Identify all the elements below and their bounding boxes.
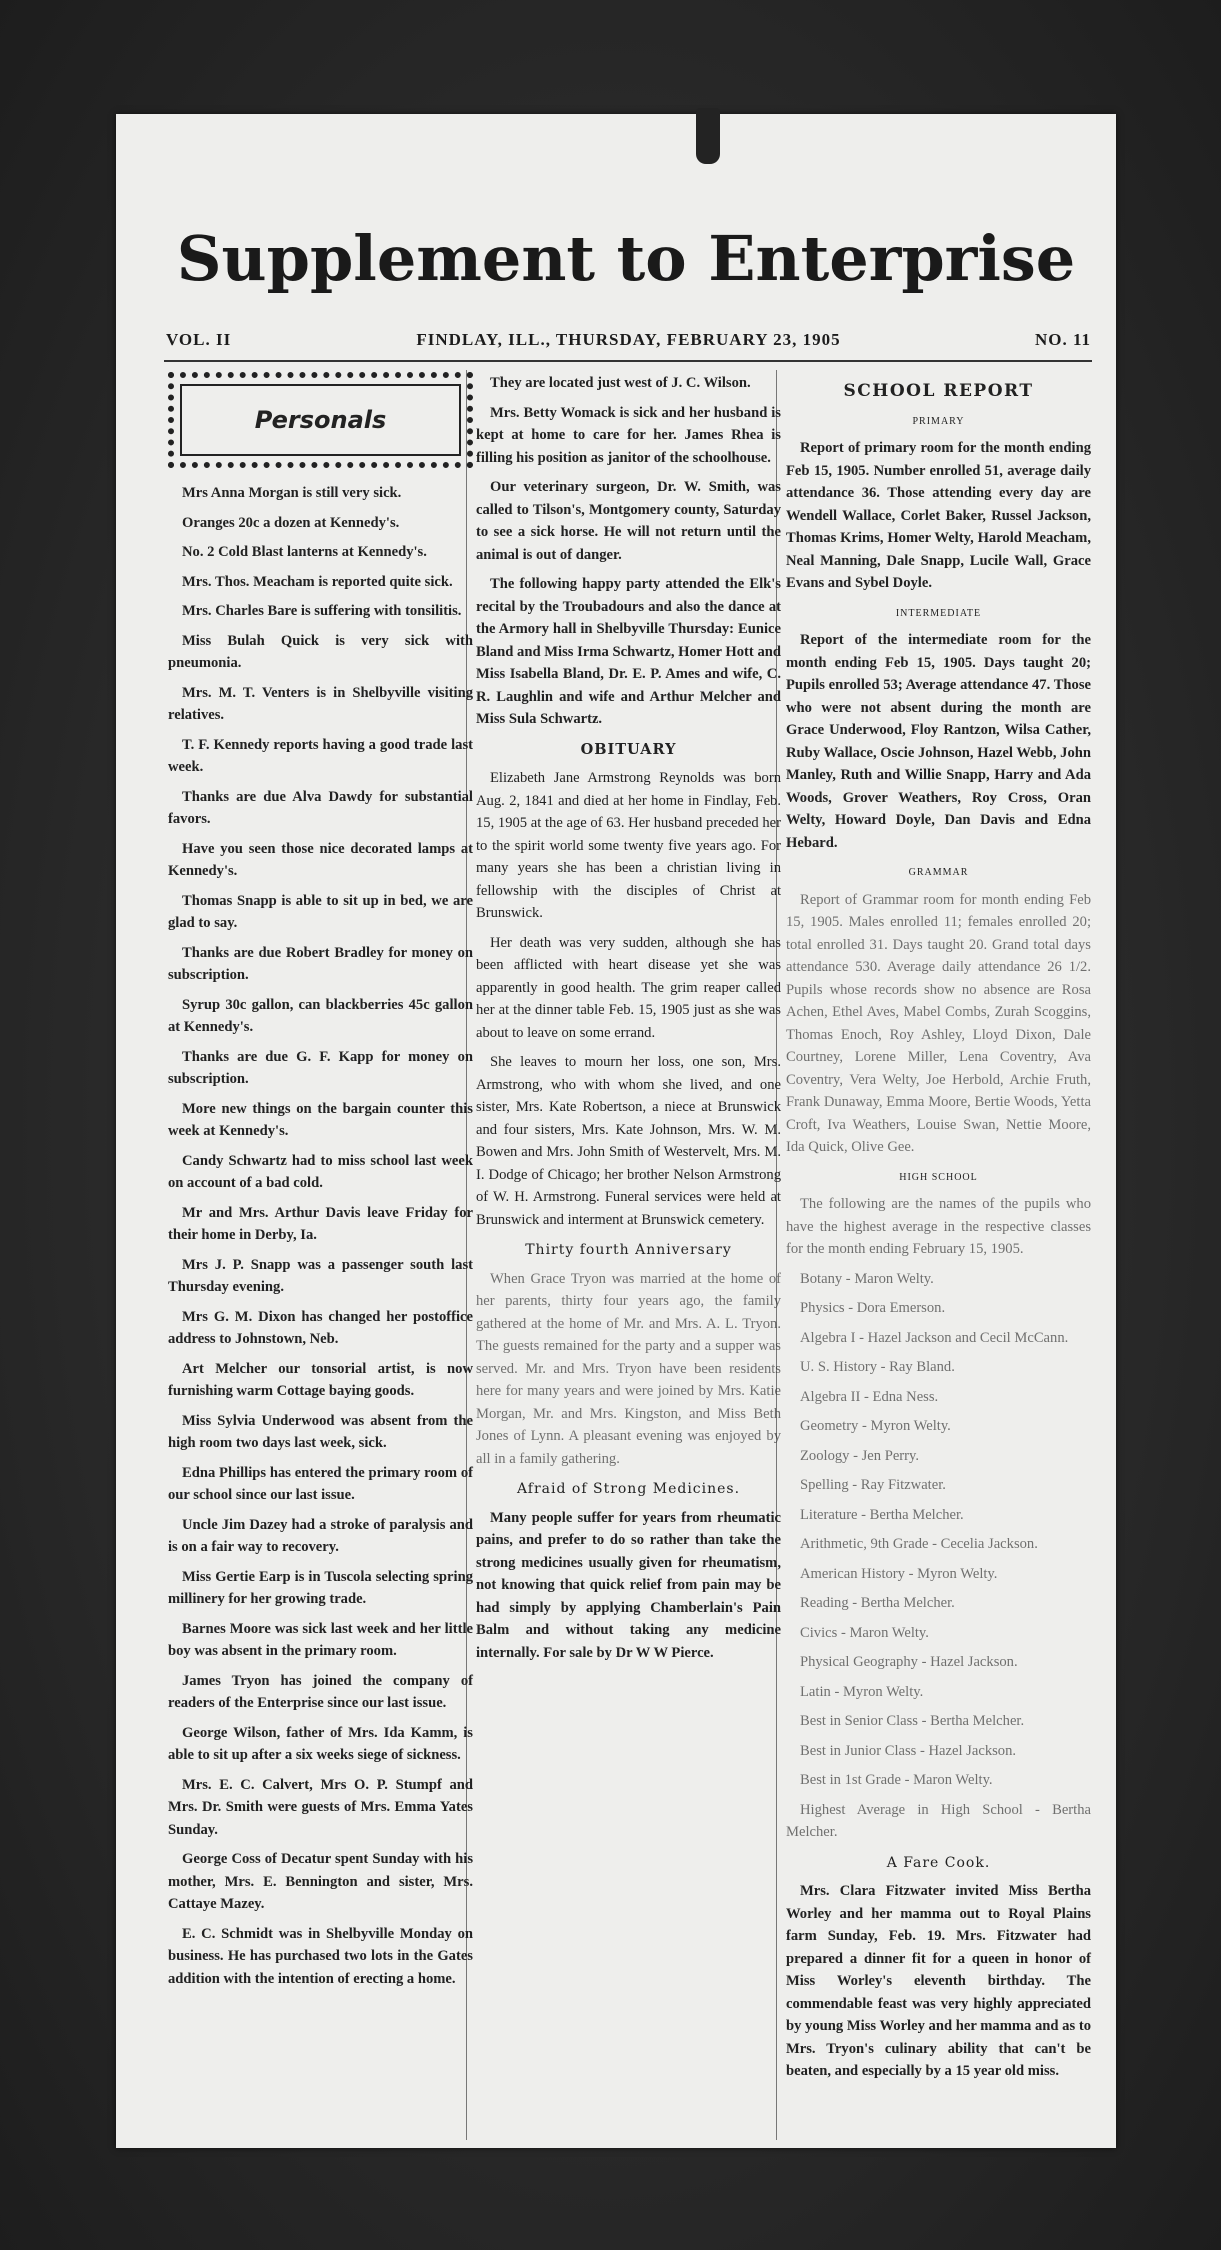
personal-item: Barnes Moore was sick last week and her little boy was absent in the primary room. — [168, 1620, 473, 1659]
personal-item: Miss Bulah Quick is very sick with pneumonia. — [168, 632, 473, 671]
honor-entry: Physical Geography - Hazel Jackson. — [800, 1654, 1018, 1670]
personal-item: Uncle Jim Dazey had a stroke of paralysis and is on a fair way to recovery. — [168, 1516, 473, 1555]
honor-entry: Algebra I - Hazel Jackson and Cecil McCann. — [800, 1329, 1069, 1346]
news-paragraph: The following happy party attended the Elk's recital by the Troubadours and also the dance at the Armory hall in Shelbyville Thursday: Eunice Bland and Miss Irma Schwartz, Homer Hott and Miss Isabella Bland, Dr. E. P. Ames and wife, C. R. Laughlin and wife and Arthur Melcher and Miss Sula Schwartz. — [476, 576, 781, 727]
column-school-report — [786, 372, 1091, 2090]
column-middle — [476, 372, 781, 1671]
honor-entry: Latin - Myron Welty. — [800, 1683, 924, 1700]
honor-entry: Best in 1st Grade - Maron Welty. — [800, 1772, 993, 1788]
honor-entry: Zoology - Jen Perry. — [800, 1447, 920, 1464]
dateline — [166, 330, 1091, 356]
honor-entry: Best in Senior Class - Bertha Melcher. — [800, 1713, 1025, 1729]
personal-item: Oranges 20c a dozen at Kennedy's. — [182, 514, 400, 531]
personal-item: Thanks are due Robert Bradley for money on subscription. — [168, 944, 473, 983]
high-school-list — [786, 1268, 1091, 1844]
honor-entry: U. S. History - Ray Bland. — [800, 1359, 955, 1375]
masthead: Supplement to Enterprise — [176, 222, 1076, 295]
honor-entry: Spelling - Ray Fitzwater. — [800, 1477, 946, 1493]
intermediate-report: Report of the intermediate room for the month ending Feb 15, 1905. Days taught 20; Pupils enrolled 53; Average attendance 47. Those who were not absent during the month are Grace Underwood, Floy Rantzon, Wilsa Cather, Ruby Wallace, Oscie Johnson, Hazel Webb, John Manley, Ruth and Willie Snapp, Harry and Ada Woods, Grover Weathers, Roy Cross, Oran Welty, Howard Doyle, Dan Davis and Edna Hebard. — [786, 632, 1091, 851]
news-paragraph: Our veterinary surgeon, Dr. W. Smith, was called to Tilson's, Montgomery county, Saturday to see a sick horse. He will not return until the animal is out of danger. — [476, 479, 781, 563]
ad-heading: Afraid of Strong Medicines. — [516, 1481, 741, 1497]
personal-item: Mrs. Charles Bare is suffering with tonsilitis. — [182, 603, 462, 619]
personal-item: Edna Phillips has entered the primary room of our school since our last issue. — [168, 1464, 473, 1503]
honor-entry: Civics - Maron Welty. — [800, 1624, 929, 1641]
intermediate-subheading: INTERMEDIATE — [895, 607, 982, 619]
personal-item: Syrup 30c gallon, can blackberries 45c gallon at Kennedy's. — [168, 996, 473, 1035]
honor-entry: Geometry - Myron Welty. — [800, 1418, 951, 1434]
fare-cook-heading: A Fare Cook. — [886, 1854, 991, 1871]
personals-header-box — [168, 372, 473, 468]
grammar-report: Report of Grammar room for month ending Feb 15, 1905. Males enrolled 11; females enrolled 20; total enrolled 31. Days taught 20. Grand total days attendance 530. Average daily attendance 26 1/2. Pupils whose records show no absence are Rosa Achen, Ethel Aves, Mabel Combs, Zurah Scoggins, Thomas Enoch, Roy Ashley, Lloyd Dixon, Dale Courtney, Lorene Miller, Lena Coventry, Ava Coventry, Vera Welty, Joe Herbold, Archie Fruth, Frank Dunaway, Emma Moore, Bertie Woods, Yetta Croft, Iva Weathers, Louise Swan, Nettie Moore, Ida Quick, Olive Gee. — [786, 891, 1091, 1155]
honor-entry: Arithmetic, 9th Grade - Cecelia Jackson. — [800, 1536, 1038, 1552]
honor-entry: American History - Myron Welty. — [800, 1565, 998, 1582]
header-rule — [164, 360, 1092, 362]
personal-item: Mrs. Thos. Meacham is reported quite sick. — [182, 573, 453, 590]
fare-cook-text: Mrs. Clara Fitzwater invited Miss Bertha Worley and her mamma out to Royal Plains farm Sunday, Feb. 19. Mrs. Fitzwater had prepared a dinner fit for a queen in honor of Miss Worley's eleventh birthday. The commendable feast was very highly appreciated by young Miss Worley and her mamma and as to Mrs. Tryon's culinary ability that can't be beaten, and especially by a 15 year old miss. — [786, 1883, 1091, 2079]
personal-item: E. C. Schmidt was in Shelbyville Monday on business. He has purchased two lots in the Gates addition with the intention of erecting a home. — [168, 1925, 473, 1987]
news-paragraph: They are located just west of J. C. Wilson. — [490, 375, 751, 391]
obituary-paragraph: She leaves to mourn her loss, one son, Mrs. Armstrong, who with whom she lived, and one sister, Mrs. Kate Robertson, a niece at Brunswick and four sisters, Mrs. Kate Johnson, Mrs. W. M. Bowen and Mrs. John Smith of Westervelt, Mrs. M. I. Dodge of Chicago; her brother Nelson Armstrong of W. H. Armstrong. Funeral services were held at Brunswick and interment at Brunswick cemetery. — [476, 1054, 781, 1228]
honor-entry: Best in Junior Class - Hazel Jackson. — [800, 1742, 1017, 1759]
personal-item: James Tryon has joined the company of readers of the Enterprise since our last issue. — [168, 1672, 473, 1711]
honor-entry: Literature - Bertha Melcher. — [800, 1506, 964, 1523]
personal-item: Mrs. M. T. Venters is in Shelbyville visiting relatives. — [168, 684, 473, 723]
volume-label: VOL. II — [166, 330, 232, 349]
personal-item: T. F. Kennedy reports having a good trade last week. — [168, 736, 473, 775]
local-news — [476, 372, 781, 731]
personal-item: Have you seen those nice decorated lamps at Kennedy's. — [168, 840, 473, 879]
primary-report: Report of primary room for the month ending Feb 15, 1905. Number enrolled 51, average daily attendance 36. Those attending every day are Wendell Wallace, Corlet Baker, Russel Jackson, Thomas Krims, Homer Welty, Harold Meacham, Neal Manning, Dale Snapp, Lucile Wall, Grace Evans and Sybel Doyle. — [786, 440, 1091, 591]
personal-item: Mr and Mrs. Arthur Davis leave Friday for their home in Derby, Ia. — [168, 1204, 473, 1243]
personal-item: Thomas Snapp is able to sit up in bed, we are glad to say. — [168, 892, 473, 931]
personal-item: Candy Schwartz had to miss school last week on account of a bad cold. — [168, 1152, 473, 1191]
honor-entry: Reading - Bertha Melcher. — [800, 1595, 955, 1611]
personal-item: George Coss of Decatur spent Sunday with his mother, Mrs. E. Bennington and sister, Mrs. Cattaye Mazey. — [168, 1851, 473, 1912]
issue-number: NO. 11 — [1034, 330, 1091, 349]
personal-item: Miss Gertie Earp is in Tuscola selecting spring millinery for her growing trade. — [168, 1568, 473, 1607]
honor-entry: Algebra II - Edna Ness. — [800, 1388, 939, 1405]
obituary-paragraph: Elizabeth Jane Armstrong Reynolds was born Aug. 2, 1841 and died at her home in Findlay, Feb. 15, 1905 at the age of 63. Her husband preceded her to the spirit world some twenty five years ago. For many years she has been a christian living in fellowship with the disciples of Christ at Brunswick. — [476, 770, 781, 921]
honor-entry: Highest Average in High School - Bertha Melcher. — [786, 1801, 1091, 1840]
personal-item: Art Melcher our tonsorial artist, is now furnishing warm Cottage baying goods. — [168, 1360, 473, 1399]
primary-subheading: PRIMARY — [912, 415, 965, 427]
obituary-text — [476, 767, 781, 1231]
personal-item: George Wilson, father of Mrs. Ida Kamm, is able to sit up after a six weeks siege of sickness. — [168, 1724, 473, 1763]
honor-entry: Physics - Dora Emerson. — [800, 1300, 946, 1316]
personal-item: Mrs. E. C. Calvert, Mrs O. P. Stumpf and Mrs. Dr. Smith were guests of Mrs. Emma Yates Sunday. — [168, 1776, 473, 1838]
personal-item: Thanks are due Alva Dawdy for substantial favors. — [168, 788, 473, 827]
obituary-heading: OBITUARY — [580, 740, 677, 758]
anniversary-text — [476, 1268, 781, 1471]
anniversary-heading: Thirty fourth Anniversary — [525, 1242, 732, 1258]
ad-text: Many people suffer for years from rheumatic pains, and prefer to do so rather than take the strong medicines usually given for rheumatism, not knowing that quick relief from pain may be had simply by applying Chamberlain's Pain Balm and without taking any medicine internally. For sale by Dr W W Pierce. — [476, 1509, 781, 1661]
newspaper-page — [116, 114, 1116, 2148]
grammar-subheading: GRAMMAR — [908, 867, 969, 878]
paper-tear — [696, 108, 720, 164]
personal-item: No. 2 Cold Blast lanterns at Kennedy's. — [182, 544, 427, 560]
personal-item: Thanks are due G. F. Kapp for money on subscription. — [168, 1048, 473, 1087]
school-report-heading: SCHOOL REPORT — [843, 381, 1034, 401]
high-school-intro: The following are the names of the pupils who have the highest average in the respective classes for the month ending February 15, 1905. — [786, 1196, 1091, 1257]
news-paragraph: Mrs. Betty Womack is sick and her husband is kept at home to care for her. James Rhea is filling his position as janitor of the schoolhouse. — [476, 404, 781, 466]
anniversary-paragraph: When Grace Tryon was married at the home of her parents, thirty four years ago, the family gathered at the home of Mr. and Mrs. A. L. Tryon. The guests remained for the party and a supper was served. Mr. and Mrs. Tryon have been residents here for many years and were joined by Mrs. Katie Morgan, Mr. and Mrs. Kingston, and Miss Beth Jones of Lynn. A pleasant evening was enjoyed by all in a family gathering. — [476, 1270, 781, 1467]
personal-item: Mrs J. P. Snapp was a passenger south last Thursday evening. — [168, 1256, 473, 1295]
date-label: FINDLAY, ILL., THURSDAY, FEBRUARY 23, 1905 — [416, 330, 841, 349]
personal-item: More new things on the bargain counter this week at Kennedy's. — [168, 1100, 473, 1139]
personal-item: Mrs G. M. Dixon has changed her postoffice address to Johnstown, Neb. — [168, 1308, 473, 1347]
column-personals — [168, 372, 473, 1997]
honor-entry: Botany - Maron Welty. — [800, 1270, 934, 1287]
personal-item: Miss Sylvia Underwood was absent from the high room two days last week, sick. — [168, 1412, 473, 1451]
personals-title: Personals — [254, 405, 387, 434]
personal-item: Mrs Anna Morgan is still very sick. — [182, 485, 402, 501]
high-school-subheading: HIGH SCHOOL — [899, 1171, 978, 1183]
obituary-paragraph: Her death was very sudden, although she has been afflicted with heart disease yet she was apparently in good health. The grim reaper called her at the dinner table Feb. 15, 1905 just as she was about to leave on some errand. — [476, 934, 781, 1041]
personals-list — [168, 482, 473, 1990]
